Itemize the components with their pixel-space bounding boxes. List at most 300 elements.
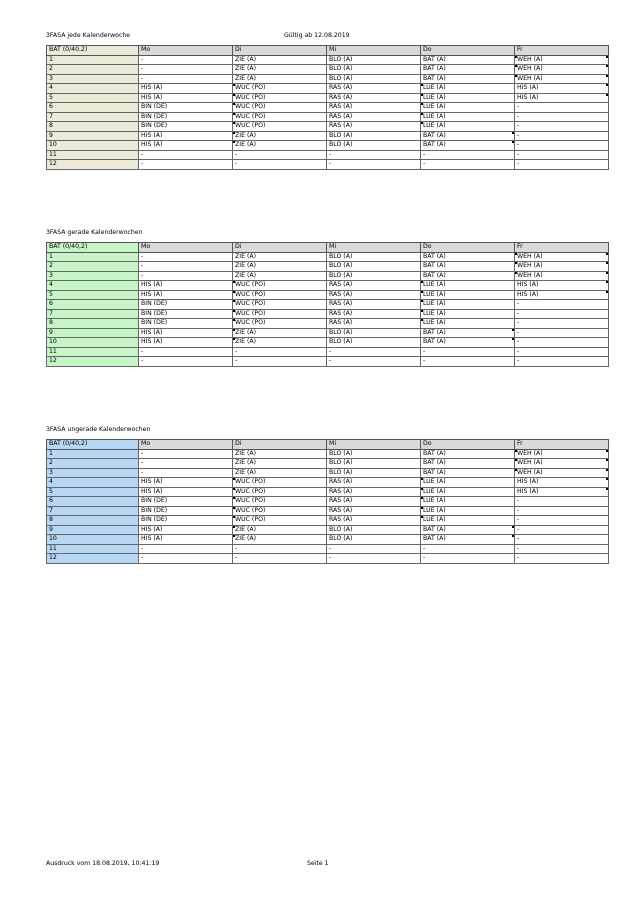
cell-text: BLO (A)	[329, 271, 353, 279]
lesson-cell-mi	[327, 328, 421, 338]
cell-text: -	[329, 357, 332, 365]
lesson-cell-fr	[515, 103, 609, 113]
cell-text: RAS (A)	[329, 506, 353, 514]
lesson-cell-mi	[327, 300, 421, 310]
cell-text: WUC (PO)	[235, 103, 266, 111]
lesson-number-cell	[47, 122, 139, 132]
cell-text: RAS (A)	[329, 309, 353, 317]
lesson-cell-do	[421, 65, 515, 75]
cell-marker	[233, 310, 235, 312]
lesson-number-cell	[47, 252, 139, 262]
lesson-cell-fr	[515, 535, 609, 545]
cell-text: BLO (A)	[329, 525, 353, 533]
lesson-cell-mo	[139, 309, 233, 319]
lesson-number-cell	[47, 535, 139, 545]
lesson-cell-mo	[139, 357, 233, 367]
lesson-cell-fr	[515, 487, 609, 497]
cell-text: ZIE (A)	[235, 252, 257, 260]
cell-text: -	[141, 544, 144, 552]
cell-marker	[515, 65, 517, 67]
cell-marker	[515, 262, 517, 264]
table-row	[47, 468, 609, 478]
lesson-cell-mo	[139, 468, 233, 478]
lesson-number-cell	[47, 525, 139, 535]
section-3-title: 3FASA ungerade Kalenderwochen	[46, 426, 151, 433]
cell-marker	[606, 65, 608, 67]
lesson-cell-mi	[327, 449, 421, 459]
table-row	[47, 141, 609, 151]
lesson-cell-mo	[139, 93, 233, 103]
cell-text: -	[517, 122, 520, 130]
lesson-cell-do	[421, 271, 515, 281]
cell-text: 2	[49, 459, 53, 467]
cell-text: BÄT (A)	[423, 252, 446, 260]
cell-text: BLO (A)	[329, 141, 353, 149]
table-row	[47, 328, 609, 338]
cell-text: BIN (DE)	[141, 506, 168, 514]
table-row	[47, 252, 609, 262]
section-1-caption	[46, 32, 350, 40]
lesson-number-cell	[47, 160, 139, 170]
cell-text: BIN (DE)	[141, 300, 168, 308]
cell-text: -	[141, 347, 144, 355]
cell-text: ZIE (A)	[235, 525, 257, 533]
cell-text: 7	[49, 506, 53, 514]
cell-text: BÄT (A)	[423, 525, 446, 533]
lesson-cell-mi	[327, 84, 421, 94]
cell-text: HIS (A)	[517, 281, 539, 289]
cell-text: RAS (A)	[329, 516, 353, 524]
lesson-cell-do	[421, 150, 515, 160]
lesson-number-cell	[47, 459, 139, 469]
cell-marker	[606, 94, 608, 96]
lesson-cell-di	[233, 252, 327, 262]
cell-text: -	[141, 271, 144, 279]
column-header-di: Di	[233, 440, 327, 450]
cell-text: WEH (A)	[517, 459, 543, 467]
cell-text: BIN (DE)	[141, 122, 168, 130]
cell-marker	[233, 507, 235, 509]
column-header-mi: Mi	[327, 440, 421, 450]
cell-text: HIS (A)	[141, 328, 163, 336]
cell-text: LUE (A)	[423, 516, 446, 524]
lesson-number-cell	[47, 300, 139, 310]
column-header-slot: BÄT (0/40,2)	[47, 243, 139, 253]
table-row	[47, 281, 609, 291]
cell-text: LUE (A)	[423, 122, 446, 130]
cell-marker	[421, 94, 423, 96]
lesson-cell-mo	[139, 150, 233, 160]
lesson-number-cell	[47, 281, 139, 291]
cell-text: 1	[49, 449, 53, 457]
lesson-number-cell	[47, 506, 139, 516]
cell-text: RAS (A)	[329, 281, 353, 289]
lesson-cell-mo	[139, 506, 233, 516]
cell-text: 7	[49, 309, 53, 317]
lesson-cell-do	[421, 319, 515, 329]
cell-text: -	[517, 544, 520, 552]
lesson-number-cell	[47, 478, 139, 488]
lesson-cell-fr	[515, 478, 609, 488]
lesson-number-cell	[47, 131, 139, 141]
lesson-cell-do	[421, 290, 515, 300]
table-row	[47, 554, 609, 564]
table-row	[47, 535, 609, 545]
cell-text: HIS (A)	[141, 141, 163, 149]
cell-text: LUE (A)	[423, 300, 446, 308]
cell-text: ZIE (A)	[235, 141, 257, 149]
lesson-cell-di	[233, 262, 327, 272]
cell-marker	[606, 478, 608, 480]
cell-text: 5	[49, 290, 53, 298]
table-row	[47, 84, 609, 94]
lesson-cell-fr	[515, 338, 609, 348]
cell-text: -	[517, 525, 520, 533]
column-header-do: Do	[421, 440, 515, 450]
cell-text: 6	[49, 103, 53, 111]
cell-marker	[515, 56, 517, 58]
cell-text: WEH (A)	[517, 271, 543, 279]
lesson-cell-di	[233, 328, 327, 338]
cell-marker	[606, 469, 608, 471]
cell-text: LUE (A)	[423, 112, 446, 120]
cell-text: -	[141, 150, 144, 158]
lesson-cell-mi	[327, 478, 421, 488]
lesson-cell-fr	[515, 468, 609, 478]
cell-marker	[515, 469, 517, 471]
cell-text: 11	[49, 347, 57, 355]
lesson-cell-mi	[327, 150, 421, 160]
lesson-cell-do	[421, 468, 515, 478]
cell-text: ZIE (A)	[235, 65, 257, 73]
lesson-cell-mi	[327, 271, 421, 281]
cell-marker	[233, 497, 235, 499]
table-row	[47, 160, 609, 170]
cell-text: HIS (A)	[517, 84, 539, 92]
lesson-cell-di	[233, 468, 327, 478]
cell-text: -	[517, 300, 520, 308]
lesson-cell-mi	[327, 309, 421, 319]
lesson-cell-do	[421, 281, 515, 291]
cell-text: WUC (PO)	[235, 281, 266, 289]
cell-text: BLO (A)	[329, 535, 353, 543]
lesson-cell-di	[233, 271, 327, 281]
lesson-cell-di	[233, 516, 327, 526]
cell-marker	[606, 84, 608, 86]
cell-text: 3	[49, 271, 53, 279]
cell-text: WUC (PO)	[235, 93, 266, 101]
lesson-cell-do	[421, 459, 515, 469]
lesson-cell-fr	[515, 319, 609, 329]
timetable-weekly	[46, 45, 609, 170]
column-header-do: Do	[421, 46, 515, 56]
cell-text: 12	[49, 554, 57, 562]
cell-text: 1	[49, 252, 53, 260]
column-header-fr: Fr	[515, 46, 609, 56]
lesson-number-cell	[47, 487, 139, 497]
cell-text: -	[141, 449, 144, 457]
cell-text: LUE (A)	[423, 497, 446, 505]
cell-marker	[233, 329, 235, 331]
lesson-cell-fr	[515, 544, 609, 554]
cell-text: BÄT (A)	[423, 459, 446, 467]
cell-text: HIS (A)	[141, 281, 163, 289]
lesson-number-cell	[47, 468, 139, 478]
lesson-cell-mi	[327, 497, 421, 507]
lesson-cell-mo	[139, 252, 233, 262]
section-2-caption	[46, 229, 143, 237]
lesson-cell-mi	[327, 544, 421, 554]
table-row	[47, 516, 609, 526]
lesson-cell-di	[233, 150, 327, 160]
lesson-cell-do	[421, 103, 515, 113]
cell-marker	[606, 56, 608, 58]
table-row	[47, 338, 609, 348]
lesson-cell-mo	[139, 328, 233, 338]
lesson-cell-di	[233, 309, 327, 319]
lesson-number-cell	[47, 544, 139, 554]
lesson-cell-mo	[139, 338, 233, 348]
table-row	[47, 131, 609, 141]
cell-text: -	[423, 554, 426, 562]
cell-text: BIN (DE)	[141, 309, 168, 317]
lesson-cell-do	[421, 131, 515, 141]
cell-text: ZIE (A)	[235, 459, 257, 467]
cell-text: WUC (PO)	[235, 497, 266, 505]
lesson-cell-mi	[327, 141, 421, 151]
lesson-number-cell	[47, 328, 139, 338]
table-row	[47, 449, 609, 459]
cell-marker	[233, 526, 235, 528]
lesson-cell-fr	[515, 160, 609, 170]
cell-text: -	[517, 506, 520, 514]
cell-text: WUC (PO)	[235, 506, 266, 514]
lesson-number-cell	[47, 290, 139, 300]
cell-text: 10	[49, 141, 57, 149]
cell-marker	[515, 253, 517, 255]
lesson-cell-fr	[515, 525, 609, 535]
cell-text: -	[329, 150, 332, 158]
lesson-cell-fr	[515, 65, 609, 75]
cell-text: WEH (A)	[517, 74, 543, 82]
lesson-cell-mo	[139, 449, 233, 459]
lesson-cell-fr	[515, 141, 609, 151]
lesson-cell-di	[233, 319, 327, 329]
cell-marker	[421, 478, 423, 480]
lesson-cell-mi	[327, 516, 421, 526]
cell-text: BIN (DE)	[141, 112, 168, 120]
lesson-cell-do	[421, 506, 515, 516]
cell-text: 3	[49, 74, 53, 82]
cell-text: -	[517, 131, 520, 139]
cell-marker	[421, 300, 423, 302]
lesson-cell-di	[233, 290, 327, 300]
cell-text: -	[517, 160, 520, 168]
lesson-cell-di	[233, 449, 327, 459]
lesson-cell-fr	[515, 300, 609, 310]
table-row	[47, 544, 609, 554]
cell-text: -	[517, 319, 520, 327]
cell-text: 8	[49, 122, 53, 130]
cell-text: -	[235, 544, 238, 552]
lesson-cell-do	[421, 487, 515, 497]
lesson-cell-fr	[515, 506, 609, 516]
cell-text: WUC (PO)	[235, 112, 266, 120]
lesson-number-cell	[47, 55, 139, 65]
lesson-cell-mi	[327, 468, 421, 478]
cell-text: BIN (DE)	[141, 516, 168, 524]
cell-text: -	[517, 554, 520, 562]
table-row	[47, 506, 609, 516]
lesson-cell-do	[421, 544, 515, 554]
cell-text: 7	[49, 112, 53, 120]
section-3-caption	[46, 426, 150, 434]
cell-marker	[421, 84, 423, 86]
cell-text: BIN (DE)	[141, 319, 168, 327]
cell-text: 12	[49, 160, 57, 168]
lesson-cell-di	[233, 122, 327, 132]
cell-text: -	[423, 544, 426, 552]
lesson-cell-do	[421, 535, 515, 545]
cell-marker	[233, 319, 235, 321]
cell-text: RAS (A)	[329, 497, 353, 505]
table-row	[47, 112, 609, 122]
lesson-number-cell	[47, 112, 139, 122]
cell-text: BLO (A)	[329, 131, 353, 139]
cell-text: 2	[49, 262, 53, 270]
lesson-cell-mi	[327, 103, 421, 113]
cell-text: -	[423, 150, 426, 158]
lesson-cell-di	[233, 74, 327, 84]
column-header-fr: Fr	[515, 440, 609, 450]
cell-text: RAS (A)	[329, 84, 353, 92]
cell-text: -	[517, 347, 520, 355]
lesson-cell-di	[233, 131, 327, 141]
table-row	[47, 525, 609, 535]
cell-text: RAS (A)	[329, 487, 353, 495]
cell-marker	[606, 75, 608, 77]
table-row	[47, 150, 609, 160]
cell-text: -	[235, 150, 238, 158]
lesson-number-cell	[47, 309, 139, 319]
column-header-slot: BÄT (0/40,2)	[47, 440, 139, 450]
cell-marker	[421, 281, 423, 283]
cell-text: HIS (A)	[141, 338, 163, 346]
lesson-cell-mo	[139, 141, 233, 151]
cell-marker	[515, 75, 517, 77]
lesson-cell-do	[421, 525, 515, 535]
lesson-cell-fr	[515, 281, 609, 291]
cell-text: -	[141, 74, 144, 82]
lesson-cell-mi	[327, 160, 421, 170]
lesson-cell-di	[233, 93, 327, 103]
cell-text: WUC (PO)	[235, 290, 266, 298]
cell-text: 1	[49, 55, 53, 63]
cell-text: RAS (A)	[329, 478, 353, 486]
table-row	[47, 103, 609, 113]
cell-text: BÄT (A)	[423, 65, 446, 73]
cell-marker	[421, 103, 423, 105]
lesson-cell-mi	[327, 281, 421, 291]
lesson-cell-di	[233, 478, 327, 488]
lesson-number-cell	[47, 150, 139, 160]
cell-text: LUE (A)	[423, 506, 446, 514]
lesson-cell-do	[421, 141, 515, 151]
cell-text: WUC (PO)	[235, 478, 266, 486]
cell-text: 10	[49, 535, 57, 543]
lesson-cell-mo	[139, 112, 233, 122]
cell-text: -	[517, 103, 520, 111]
cell-text: RAS (A)	[329, 122, 353, 130]
lesson-cell-di	[233, 103, 327, 113]
lesson-cell-fr	[515, 55, 609, 65]
cell-text: BÄT (A)	[423, 55, 446, 63]
lesson-cell-di	[233, 357, 327, 367]
cell-text: LUE (A)	[423, 281, 446, 289]
lesson-cell-mi	[327, 506, 421, 516]
cell-text: 3	[49, 468, 53, 476]
lesson-cell-do	[421, 55, 515, 65]
lesson-cell-fr	[515, 357, 609, 367]
lesson-cell-mo	[139, 347, 233, 357]
cell-text: WUC (PO)	[235, 84, 266, 92]
cell-text: -	[141, 459, 144, 467]
cell-text: LUE (A)	[423, 478, 446, 486]
lesson-cell-fr	[515, 131, 609, 141]
cell-marker	[421, 113, 423, 115]
lesson-cell-mi	[327, 131, 421, 141]
cell-text: -	[329, 160, 332, 168]
column-header-di: Di	[233, 46, 327, 56]
lesson-cell-mo	[139, 459, 233, 469]
lesson-cell-mi	[327, 347, 421, 357]
table-row	[47, 290, 609, 300]
cell-text: BLO (A)	[329, 252, 353, 260]
cell-text: 9	[49, 131, 53, 139]
cell-text: RAS (A)	[329, 112, 353, 120]
cell-marker	[233, 84, 235, 86]
cell-text: -	[235, 554, 238, 562]
column-header-mo: Mo	[139, 46, 233, 56]
table-row	[47, 497, 609, 507]
cell-text: LUE (A)	[423, 309, 446, 317]
cell-text: RAS (A)	[329, 290, 353, 298]
lesson-cell-do	[421, 122, 515, 132]
lesson-cell-mo	[139, 535, 233, 545]
cell-text: HIS (A)	[141, 525, 163, 533]
lesson-cell-fr	[515, 497, 609, 507]
cell-text: WUC (PO)	[235, 122, 266, 130]
lesson-cell-mo	[139, 290, 233, 300]
table-row	[47, 357, 609, 367]
lesson-cell-di	[233, 84, 327, 94]
cell-text: -	[517, 309, 520, 317]
table-row	[47, 459, 609, 469]
lesson-cell-fr	[515, 290, 609, 300]
cell-text: 11	[49, 544, 57, 552]
column-header-mi: Mi	[327, 46, 421, 56]
lesson-cell-do	[421, 160, 515, 170]
lesson-cell-do	[421, 347, 515, 357]
lesson-cell-mo	[139, 65, 233, 75]
lesson-cell-mi	[327, 525, 421, 535]
cell-text: BLO (A)	[329, 65, 353, 73]
lesson-cell-mi	[327, 55, 421, 65]
cell-marker	[421, 488, 423, 490]
cell-text: 6	[49, 497, 53, 505]
cell-marker	[606, 459, 608, 461]
cell-text: BLO (A)	[329, 459, 353, 467]
